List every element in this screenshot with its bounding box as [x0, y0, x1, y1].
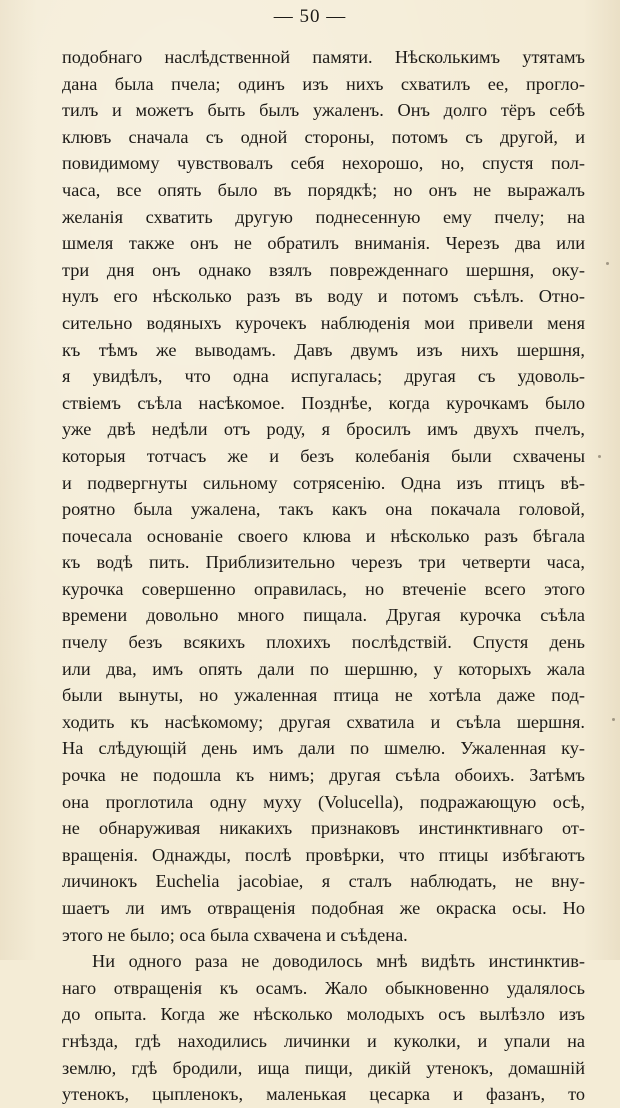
text-line: нулъ его нѣсколько разъ въ воду и потомъ съѣлъ. Отно-: [62, 286, 585, 307]
text-line: гнѣзда, гдѣ находились личинки и куколки, и упали на: [62, 1030, 585, 1051]
text-line: ствіемъ съѣла насѣкомое. Позднѣе, когда курочкамъ было: [62, 392, 585, 413]
text-line: были вынуты, но ужаленная птица не хотѣла даже под-: [62, 685, 585, 706]
text-line: три дня онъ однако взялъ поврежденнаго шершня, оку-: [62, 259, 585, 280]
text-line: курочка совершенно оправилась, но втеченіе всего этого: [62, 578, 585, 599]
text-line: пчелу безъ всякихъ плохихъ послѣдствій. Спустя день: [62, 632, 585, 653]
text-line: вращенія. Однажды, послѣ провѣрки, что птицы избѣгаютъ: [62, 844, 585, 865]
text-line: часа, все опять было въ порядкѣ; но онъ не выражалъ: [62, 179, 585, 200]
paragraph-end-line: этого не было; оса была схвачена и съѣдена.: [62, 924, 408, 945]
text-line: повидимому чувствовалъ себя нехорошо, но, спустя пол-: [62, 153, 585, 174]
text-line: ходить къ насѣкомому; другая схватила и съѣла шершня.: [62, 711, 585, 732]
text-line: личинокъ Euchelia jacobiae, я сталъ наблюдать, не вну-: [62, 871, 585, 892]
text-line: На слѣдующій день имъ дали по шмелю. Ужаленная ку-: [62, 738, 585, 759]
text-line: желанія схватить другую поднесенную ему пчелу; на: [62, 206, 585, 227]
text-line: времени довольно много пищала. Другая курочка съѣла: [62, 605, 585, 626]
text-line: роятно была ужалена, такъ какъ она покачала головой,: [62, 499, 585, 520]
text-line: до опыта. Когда же нѣсколько молодыхъ осъ вылѣзло изъ: [62, 1004, 585, 1025]
text-line: не обнаруживая никакихъ признаковъ инстинктивнаго от-: [62, 818, 585, 839]
text-line: дана была пчела; одинъ изъ нихъ схватилъ ее, прогло-: [62, 73, 585, 94]
text-line: подобнаго наслѣдственной памяти. Нѣсколькимъ утятамъ: [62, 47, 585, 67]
text-line: тилъ и можетъ быть былъ ужаленъ. Онъ долго тёръ себѣ: [62, 100, 585, 121]
text-line: почесала основаніе своего клюва и нѣсколько разъ бѣгала: [62, 525, 585, 546]
text-line: рочка не подошла къ нимъ; другая съѣла обоихъ. Затѣмъ: [62, 765, 585, 786]
body-text: [62, 44, 585, 1108]
paper-speck: [612, 718, 615, 721]
text-line: къ водѣ пить. Приблизительно черезъ три четверти часа,: [62, 552, 585, 573]
paper-speck: [598, 455, 601, 458]
text-line: утенокъ, цыпленокъ, маленькая цесарка и фазанъ, то: [62, 1084, 585, 1105]
text-line: она проглотила одну муху (Volucella), подражающую осѣ,: [62, 791, 585, 812]
text-line: и подвергнуты сильному сотрясенію. Одна изъ птицъ вѣ-: [62, 472, 585, 493]
text-line: наго отвращенія къ осамъ. Жало обыкновенно удалялось: [62, 977, 585, 998]
text-line: которыя тотчасъ же и безъ колебанія были схвачены: [62, 445, 585, 466]
paper-speck: [606, 262, 609, 265]
text-line: къ тѣмъ же выводамъ. Давъ двумъ изъ нихъ шершня,: [62, 339, 585, 360]
text-line: сительно водяныхъ курочекъ наблюденія мои привели меня: [62, 312, 585, 333]
text-line: или два, имъ опять дали по шершню, у которыхъ жала: [62, 658, 585, 679]
text-line: клювъ сначала съ одной стороны, потомъ съ другой, и: [62, 126, 585, 147]
text-line: уже двѣ недѣли отъ роду, я бросилъ имъ двухъ пчелъ,: [62, 419, 585, 440]
page-number: — 50 —: [273, 6, 347, 27]
text-line: шмеля также онъ не обратилъ вниманія. Черезъ два или: [62, 233, 585, 254]
text-line: я увидѣлъ, что одна испугалась; другая съ удоволь-: [62, 366, 585, 387]
text-line: землю, гдѣ бродили, ища пищи, дикій утенокъ, домашній: [62, 1057, 585, 1078]
text-line: шаетъ ли имъ отвращенія подобная же окраска осы. Но: [62, 898, 585, 918]
paragraph-start-line: Ни одного раза не доводилось мнѣ видѣть инстинктив-: [92, 951, 585, 972]
